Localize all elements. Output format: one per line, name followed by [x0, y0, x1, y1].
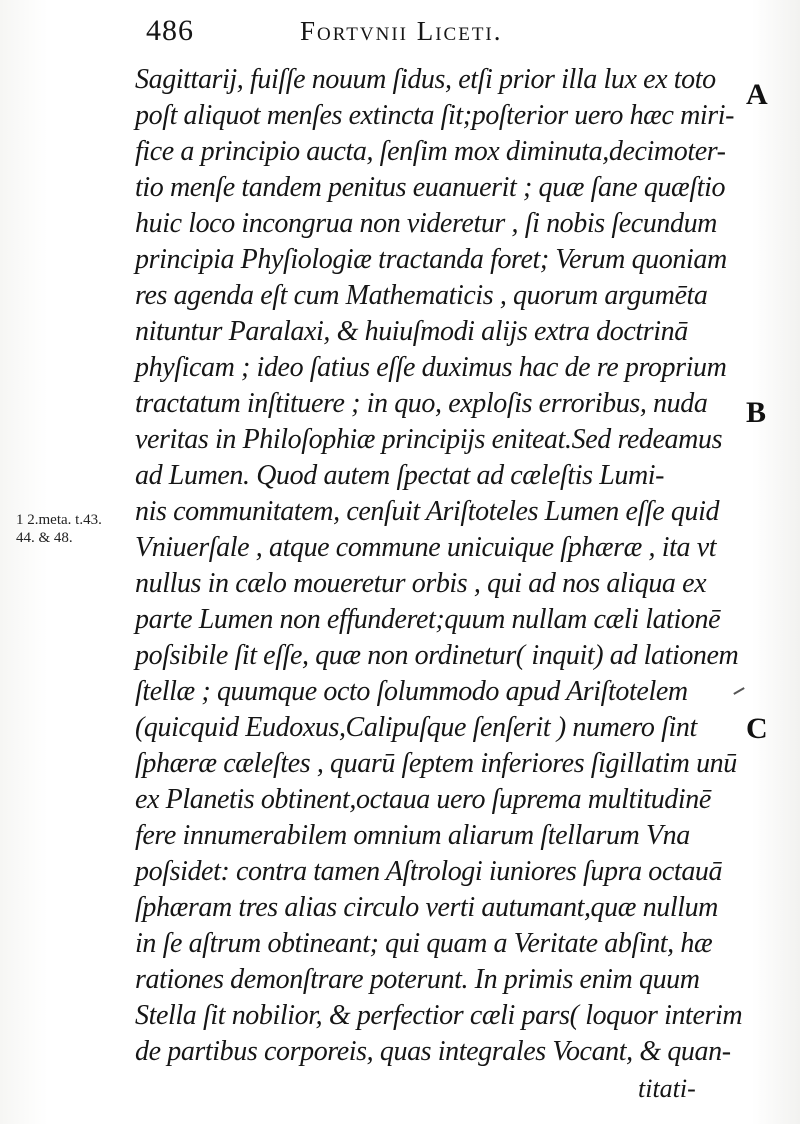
text-line: nituntur Paralaxi, & huiuſmodi alijs extra doctrinā: [135, 316, 688, 347]
text-line: poſsidet: contra tamen Aſtrologi iuniores ſupra octauā: [135, 856, 723, 887]
text-line: fice a principio aucta, ſenſim mox diminuta,decimoter-: [135, 136, 726, 167]
text-line: Vniuerſale , atque commune unicuique ſphæræ , ita vt: [135, 532, 717, 563]
section-letter-a: A: [746, 78, 768, 111]
text-line: veritas in Philoſophiæ principijs eniteat.Sed redeamus: [135, 424, 723, 455]
margin-mark: [733, 687, 744, 695]
text-line: ad Lumen. Quod autem ſpectat ad cæleſtis Lumi-: [135, 460, 665, 491]
text-line: principia Phyſiologiæ tractanda foret; Verum quoniam: [135, 244, 727, 275]
text-line: de partibus corporeis, quas integrales Vocant, & quan-: [135, 1036, 731, 1067]
text-line: rationes demonſtrare poterunt. In primis enim quum: [135, 964, 700, 995]
text-line: tio menſe tandem penitus euanuerit ; quæ ſane quæſtio: [135, 172, 726, 203]
text-line: poſt aliquot menſes extincta ſit;poſterior uero hæc miri-: [135, 100, 735, 131]
text-line: ex Planetis obtinent,octaua uero ſuprema multitudinē: [135, 784, 711, 815]
running-title: Fortvnii Liceti.: [300, 16, 503, 46]
page-number: 486: [146, 14, 194, 47]
text-line: (quicquid Eudoxus,Calipuſque ſenſerit ) numero ſint: [135, 712, 697, 743]
text-line: nis communitatem, cenſuit Ariſtoteles Lumen eſſe quid: [135, 496, 720, 527]
text-line: Stella ſit nobilior, & perfectior cæli pars( loquor interim: [135, 1000, 743, 1031]
text-line: in ſe aſtrum obtineant; qui quam a Veritate abſint, hæ: [135, 928, 713, 959]
margin-reference-line-1: 1 2.meta. t.43.: [16, 512, 102, 528]
text-line: ſtellæ ; quumque octo ſolummodo apud Ariſtotelem: [135, 676, 688, 707]
page-header: [140, 14, 610, 54]
section-letter-b: B: [746, 396, 767, 429]
text-line: parte Lumen non effunderet;quum nullam cæli lationē: [135, 604, 721, 635]
text-line: tractatum inſtituere ; in quo, exploſis erroribus, nuda: [135, 388, 708, 419]
text-line: huic loco incongrua non videretur , ſi nobis ſecundum: [135, 208, 718, 239]
text-line: res agenda eſt cum Mathematicis , quorum argumēta: [135, 280, 708, 311]
section-letter-c: C: [746, 712, 768, 745]
catchword: titati-: [638, 1074, 696, 1103]
text-line: ſphæræ cæleſtes , quarū ſeptem inferiores ſigillatim unū: [135, 748, 737, 779]
text-line: phyſicam ; ideo ſatius eſſe duximus hac de re proprium: [135, 352, 727, 383]
text-line: fere innumerabilem omnium aliarum ſtellarum Vna: [135, 820, 690, 851]
margin-reference-line-2: 44. & 48.: [16, 530, 73, 546]
text-line: poſsibile ſit eſſe, quæ non ordinetur( inquit) ad lationem: [135, 640, 739, 671]
text-line: nullus in cælo moueretur orbis , qui ad nos aliqua ex: [135, 568, 707, 599]
text-line: ſphæram tres alias circulo verti autumant,quæ nullum: [135, 892, 719, 923]
text-line: Sagittarij, fuiſſe nouum ſidus, etſi prior illa lux ex toto: [135, 64, 716, 95]
